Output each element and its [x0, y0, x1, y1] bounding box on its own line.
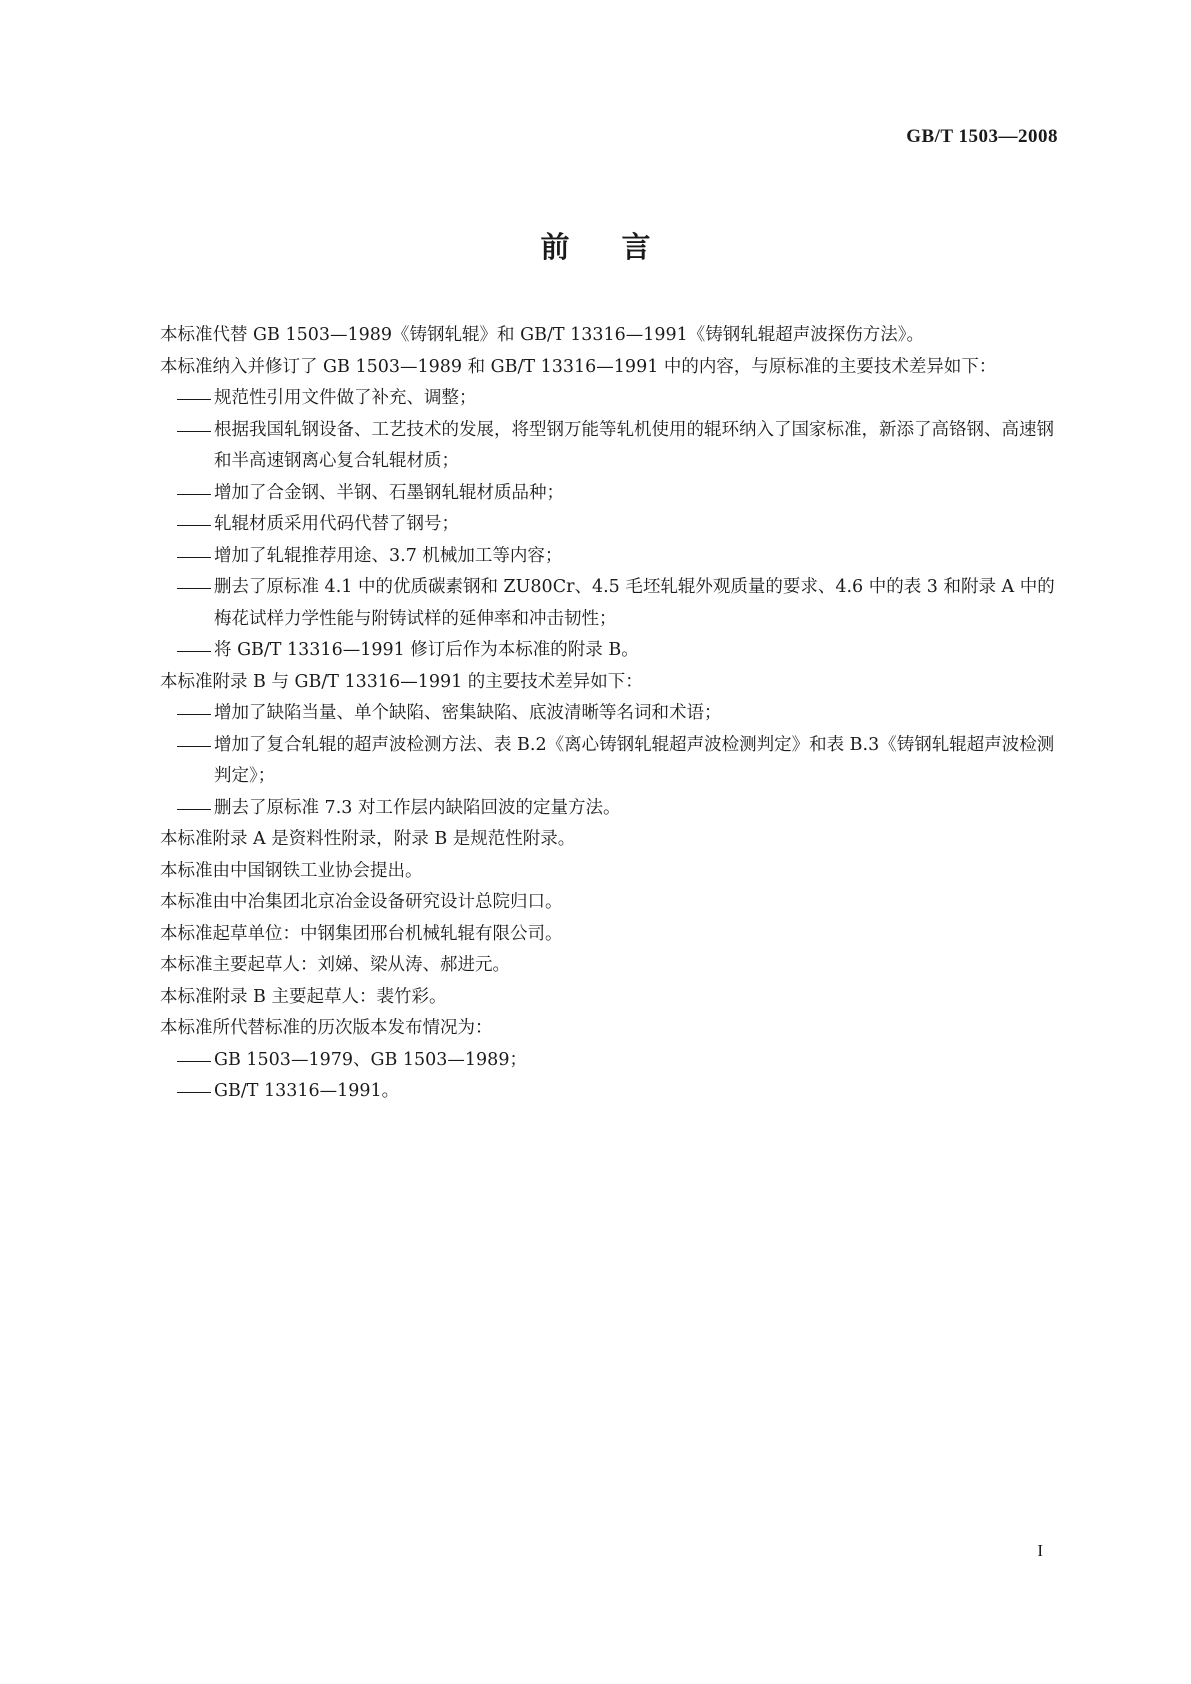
list-item-text: 根据我国轧钢设备、工艺技术的发展，将型钢万能等轧机使用的辊环纳入了国家标准，新添了高铬钢、高速钢和半高速钢离心复合轧辊材质；: [214, 419, 1054, 471]
list-item: [125, 1045, 1062, 1077]
dash-mark: [177, 509, 211, 541]
list-item-text: 删去了原标准 7.3 对工作层内缺陷回波的定量方法。: [214, 797, 621, 818]
page-title: 前言: [540, 230, 703, 264]
paragraph: 本标准主要起草人：刘娣、梁从涛、郝进元。: [160, 955, 510, 975]
list-item: [125, 415, 1062, 478]
list-item: [125, 793, 1062, 825]
list-item-text: 将 GB/T 13316—1991 修订后作为本标准的附录 B。: [214, 640, 639, 660]
body-text: [125, 320, 1062, 1108]
dash-mark: [177, 383, 211, 415]
dash-mark: [177, 415, 211, 447]
list-item-text: 增加了缺陷当量、单个缺陷、密集缺陷、底波清晰等名词和术语；: [214, 703, 722, 723]
list-item: [125, 541, 1062, 573]
list-item-text: 轧辊材质采用代码代替了钢号；: [214, 514, 459, 534]
list-item: [125, 478, 1062, 510]
dash-mark: [177, 1076, 211, 1108]
list-item-text: GB/T 13316—1991。: [214, 1081, 400, 1101]
list-item: [125, 572, 1062, 635]
dash-mark: [177, 572, 211, 604]
list-item: [125, 1076, 1062, 1108]
paragraph: 本标准起草单位：中钢集团邢台机械轧辊有限公司。: [160, 923, 563, 944]
dash-mark: [177, 635, 211, 667]
list-item-text: 增加了复合轧辊的超声波检测方法、表 B.2《离心铸钢轧辊超声波检测判定》和表 B.3《铸钢轧辊超声波检测判定》；: [214, 734, 1055, 786]
standard-code: GB/T 1503—2008: [906, 126, 1058, 147]
dash-mark: [177, 1045, 211, 1077]
list-item-text: 删去了原标准 4.1 中的优质碳素钢和 ZU80Cr、4.5 毛坯轧辊外观质量的要求、4.6 中的表 3 和附录 A 中的梅花试样力学性能与附铸试样的延伸率和冲击韧性；: [214, 577, 1055, 629]
paragraph: 本标准附录 B 与 GB/T 13316—1991 的主要技术差异如下：: [160, 671, 643, 692]
list-item-text: 增加了轧辊推荐用途、3.7 机械加工等内容；: [214, 545, 563, 566]
list-item: [125, 509, 1062, 541]
dash-mark: [177, 793, 211, 825]
dash-mark: [177, 478, 211, 510]
list-item: [125, 730, 1062, 793]
paragraph: 本标准由中国钢铁工业协会提出。: [160, 860, 423, 881]
paragraph: 本标准所代替标准的历次版本发布情况为：: [160, 1018, 493, 1038]
paragraph: 本标准由中冶集团北京冶金设备研究设计总院归口。: [160, 892, 563, 912]
list-item: [125, 698, 1062, 730]
dash-mark: [177, 541, 211, 573]
page-number: I: [1037, 1541, 1043, 1560]
list-item: [125, 635, 1062, 667]
paragraph: 本标准纳入并修订了 GB 1503—1989 和 GB/T 13316—1991 中的内容，与原标准的主要技术差异如下：: [160, 356, 997, 377]
dash-mark: [177, 698, 211, 730]
list-item-text: GB 1503—1979、GB 1503—1989；: [214, 1049, 527, 1070]
paragraph: 本标准代替 GB 1503—1989《铸钢轧辊》和 GB/T 13316—1991《铸钢轧辊超声波探伤方法》。: [160, 325, 925, 345]
paragraph: 本标准附录 A 是资料性附录，附录 B 是规范性附录。: [160, 829, 576, 849]
list-item: [125, 383, 1062, 415]
list-item-text: 规范性引用文件做了补充、调整；: [214, 388, 477, 408]
paragraph: 本标准附录 B 主要起草人：裴竹彩。: [160, 986, 447, 1007]
dash-mark: [177, 730, 211, 762]
list-item-text: 增加了合金钢、半钢、石墨钢轧辊材质品种；: [214, 482, 564, 503]
